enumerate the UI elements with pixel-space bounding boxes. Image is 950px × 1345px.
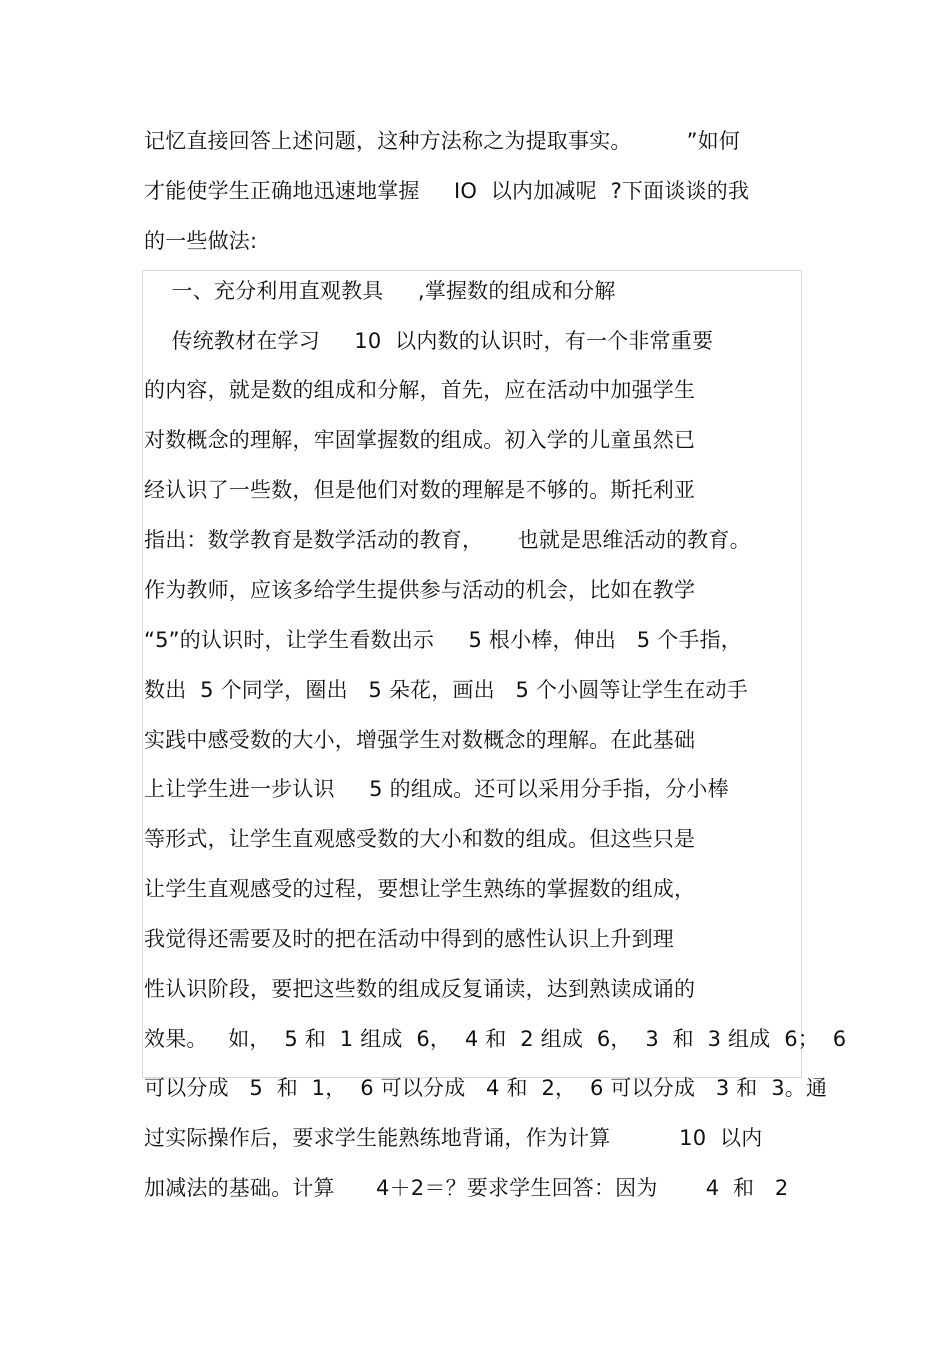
section-heading: 一、充分利用直观教具 ,掌握数的组成和分解 — [144, 279, 616, 303]
text-line: 对数概念的理解，牢固掌握数的组成。初入学的儿童虽然已 — [144, 428, 696, 452]
text-line: 效果。 如， 5 和 1 组成 6， 4 和 2 组成 6， 3 和 3 组成 6； 6 — [144, 1027, 847, 1051]
text-line: 可以分成 5 和 1， 6 可以分成 4 和 2， 6 可以分成 3 和 3。通 — [144, 1076, 828, 1100]
text-line: 上让学生进一步认识 5 的组成。还可以采用分手指，分小棒 — [144, 777, 729, 801]
text-line: 性认识阶段，要把这些数的组成反复诵读，达到熟读成诵的 — [144, 977, 696, 1001]
text-line: 过实际操作后，要求学生能熟练地背诵，作为计算 10 以内 — [144, 1126, 763, 1150]
text-line: 我觉得还需要及时的把在活动中得到的感性认识上升到理 — [144, 927, 674, 951]
text-line: 实践中感受数的大小，增强学生对数概念的理解。在此基础 — [144, 728, 696, 752]
text-line: 加减法的基础。计算 4＋2＝？要求学生回答：因为 4 和 2 — [144, 1176, 789, 1200]
text-line: 作为教师，应该多给学生提供参与活动的机会，比如在教学 — [144, 578, 696, 602]
text-line: 数出 5 个同学，圈出 5 朵花，画出 5 个小圆等让学生在动手 — [144, 678, 748, 702]
text-line: 的一些做法: — [144, 229, 258, 253]
text-line: 传统教材在学习 10 以内数的认识时，有一个非常重要 — [144, 329, 714, 353]
text-line: 指出：数学教育是数学活动的教育， 也就是思维活动的教育。 — [144, 528, 751, 552]
text-line: 等形式，让学生直观感受数的大小和数的组成。但这些只是 — [144, 827, 696, 851]
text-line: 让学生直观感受的过程，要想让学生熟练的掌握数的组成， — [144, 877, 696, 901]
text-line: 才能使学生正确地迅速地掌握 IO 以内加减呢 ?下面谈谈的我 — [144, 179, 750, 203]
text-line: 记忆直接回答上述问题，这种方法称之为提取事实。 ”如何 — [144, 129, 741, 153]
text-line: 的内容，就是数的组成和分解，首先，应在活动中加强学生 — [144, 378, 696, 402]
text-line: “5”的认识时，让学生看数出示 5 根小棒，伸出 5 个手指， — [144, 628, 742, 652]
text-line: 经认识了一些数，但是他们对数的理解是不够的。斯托利亚 — [144, 478, 696, 502]
